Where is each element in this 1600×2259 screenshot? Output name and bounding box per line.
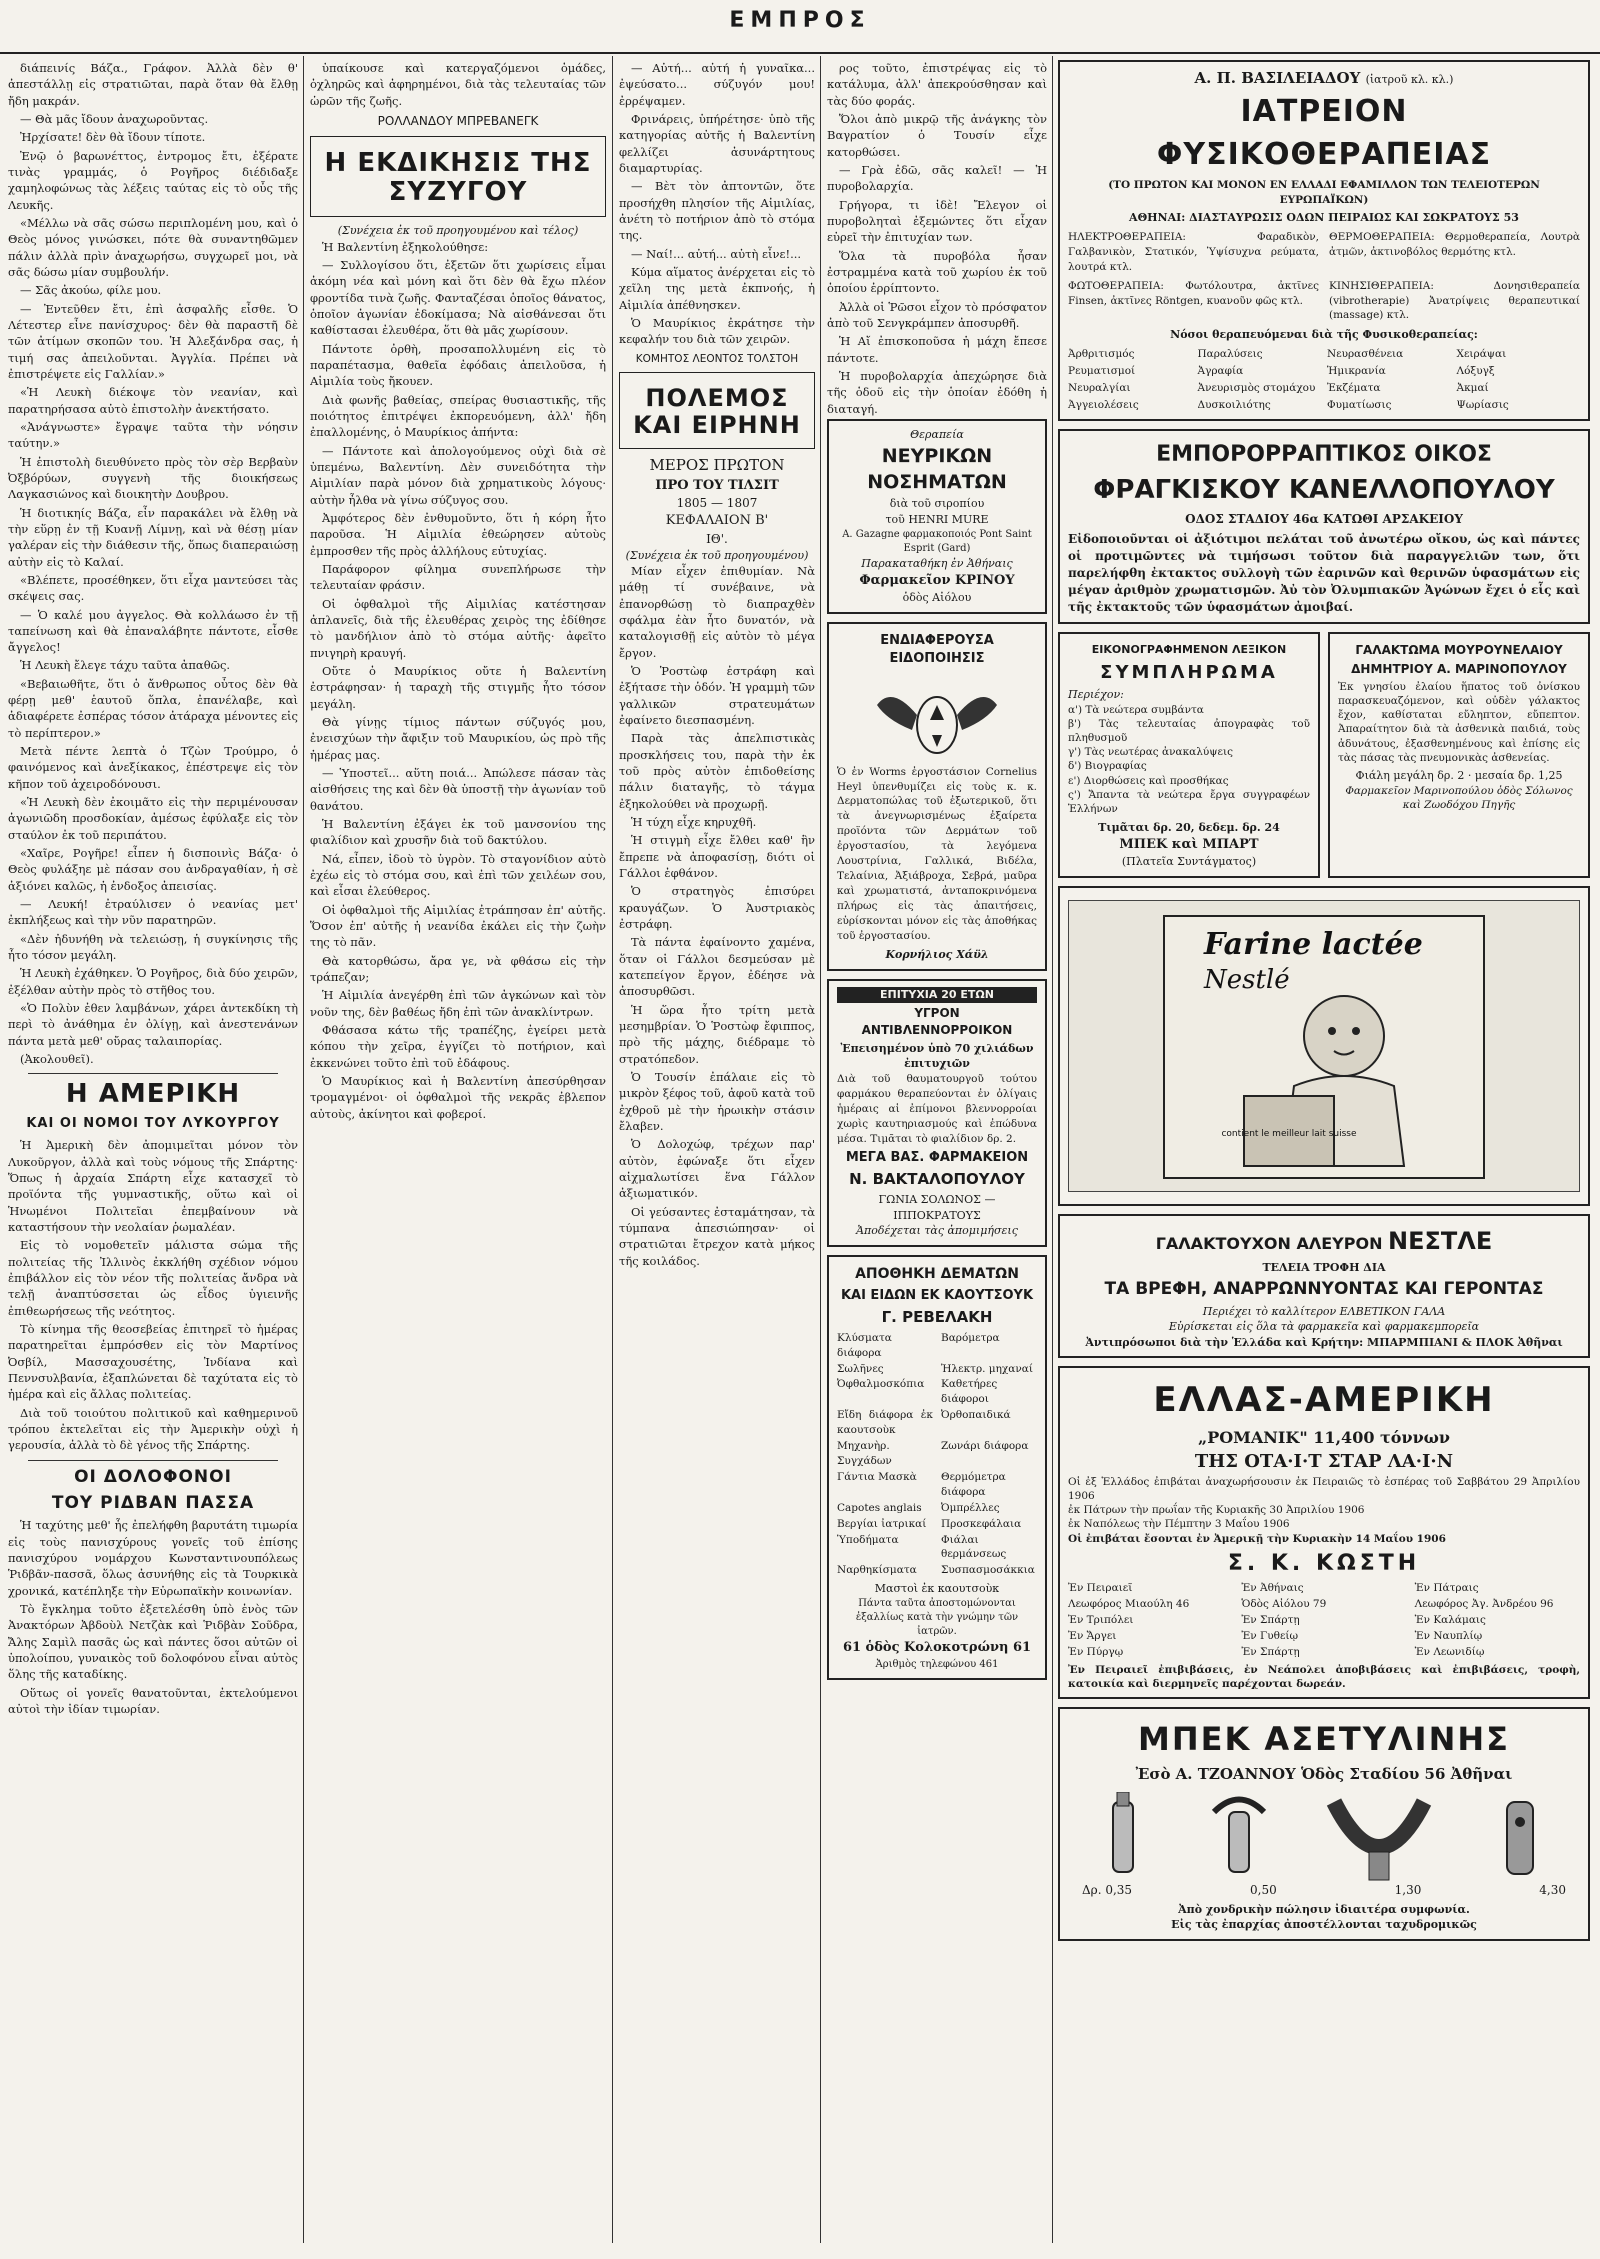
ad-lexicon — [1058, 632, 1320, 878]
agent-item: Ἐν Γυθείῳ — [1241, 1629, 1299, 1642]
contents-item: β') Τὰς τελευταίας ἀπογραφὰς τοῦ πληθυσμοῦ — [1068, 717, 1310, 745]
part-label: ΜΕΡΟΣ ΠΡΩΤΟΝ — [649, 456, 785, 475]
ad-subtitle: Ἐσὸ Α. ΤΖΟΑΝΝΟΥ Ὁδὸς Σταδίου 56 Ἀθῆναι — [1135, 1765, 1513, 1784]
ad-item: Ἠλεκτρ. μηχαναί — [941, 1362, 1033, 1375]
paragraph: Φθάσασα κάτω τῆς τραπέζης, ἐγείρει μετὰ κόπου τὴν χεῖρα, ἐγγίζει τὸ ποτήριον, καὶ ἐκκενώνει τοῦτο ἐπὶ τοῦ ἐδάφους. — [310, 1022, 606, 1070]
paragraph: Παρὰ τὰς ἀπελπιστικὰς προσκλήσεις του, παρὰ τὴν ἐκ τοῦ πρὸς αὐτὸν ἐπιδοθείσης πάλιν διαταγῆς, τὸ τάγμα ἐξηκολούθει νὰ προχωρῇ. — [619, 731, 815, 811]
ad-item: Ὑποδήματα — [837, 1533, 899, 1546]
disease-item: Λόξυγξ — [1456, 364, 1495, 377]
masthead — [0, 0, 1600, 54]
article-author: ΚΟΜΗΤΟΣ ΛΕΟΝΤΟΣ ΤΟΛΣΤΟΗ — [635, 352, 799, 365]
disease-list — [1068, 347, 1580, 413]
contents-item: ς') Ἄπαντα τὰ νεώτερα ἔργα συγγραφέων Ἑλλήνων — [1068, 788, 1310, 815]
ad-address: ΟΔΟΣ ΣΤΑΔΙΟΥ 46α ΚΑΤΩΘΙ ΑΡΣΑΚΕΙΟΥ — [1185, 511, 1463, 526]
burner-icon — [1485, 1792, 1555, 1882]
contents-item: α') Τὰ νεώτερα συμβάντα — [1068, 703, 1204, 716]
ad-item: Ζωνάρι διάφορα — [941, 1440, 1029, 1453]
article-subheadline: ΚΑΙ ΟΙ ΝΟΜΟΙ ΤΟΥ ΛΥΚΟΥΡΓΟΥ — [26, 1115, 280, 1131]
ad-publisher: ΜΠΕΚ καὶ ΜΠΑΡΤ — [1119, 836, 1259, 852]
tin-label: contient le meilleur lait suisse — [1221, 1128, 1357, 1139]
paragraph: Ὁ Δολοχώφ, τρέχων παρ' αὐτὸν, ἐφώναξε ὅτι εἶχεν αἰχμαλωτίσει ἕνα Γάλλον ἀξιωματικόν. — [619, 1137, 815, 1201]
divider — [28, 1460, 278, 1461]
paragraph: Ἡ ἐπιστολὴ διευθύνετο πρὸς τὸν σὲρ Βερβαὺν Ὀξβόρύων, συγγενὴ τῆς διοικήσεως Λαγκασιώνος καὶ διοικητὴν Δουβρου. — [8, 454, 298, 502]
ad-line: Οἱ ἐπιβάται ἔσονται ἐν Ἀμερικῇ τὴν Κυριακὴν 14 Μαΐου 1906 — [1068, 1532, 1446, 1545]
paragraph: Τὰ πάντα ἐφαίνοντο χαμένα, ὅταν οἱ Γάλλοι δεσμεύσαν μὲ κατεπείγον ἔργον, ἐδέησε νὰ ἀποσυρθῶσι. — [619, 935, 815, 999]
ad-tag: ΕΠΙΤΥΧΙΑ 20 ΕΤΩΝ — [837, 987, 1037, 1003]
nestle-brand-text-2: Nestlé — [1204, 964, 1290, 995]
column-rule — [303, 56, 304, 2243]
ad-availability: Εὑρίσκεται εἰς ὅλα τὰ φαρμακεῖα καὶ φαρμακεμπορεῖα — [1168, 1320, 1480, 1334]
ad-item: Καθετήρες διάφοροι — [941, 1378, 998, 1406]
ad-line: A. Gazagne φαρμακοποιός Pont Saint Esprit (Gard) — [842, 528, 1032, 554]
chapter-number: ΙΘ'. — [706, 531, 728, 546]
column-1 — [8, 60, 298, 2239]
disease-item: Ψωρίασις — [1456, 398, 1509, 411]
article-headline: ΟΙ ΔΟΛΟΦΟΝΟΙ — [74, 1466, 232, 1487]
paragraph: Ὁ στρατηγὸς ἐπισύρει κραυγάζων. Ὁ Ἀυστριακὸς ἐστράφη. — [619, 884, 815, 932]
paragraph: ὑπαίκουσε καὶ κατεργαζόμενοι ὁμάδες, ὀχληρῶς καὶ ἀφηρημένοι, διὰ τὰς τελευταίας τῶν ὡρῶν τῆς ζωῆς. — [310, 61, 606, 108]
agent-item: Ἐν Πάτραις — [1414, 1581, 1479, 1594]
ad-line: ἐκ Πάτρων τὴν πρωΐαν τῆς Κυριακῆς 30 Ἀπριλίου 1906 — [1068, 1504, 1365, 1517]
agent-item: Ἐν Πειραιεῖ — [1068, 1581, 1133, 1594]
therapy-item: ΚΙΝΗΣΙΘΕΡΑΠΕΙΑ: Δονησιθεραπεία (vibrotherapie) Ἀνατρίψεις θεραπευτικαί (massage) κτλ. — [1329, 279, 1580, 322]
paragraph: Ἠρχίσατε! δὲν θὰ ἴδουν τίποτε. — [20, 130, 206, 145]
paragraph: — Ὁ καλέ μου ἀγγελος. Θὰ κολλάωσο ἐν τῇ ταπείνωση καὶ θὰ ἐπαναλάβητε πάντοτε, εἶσθε ἄγγελος! — [8, 607, 298, 655]
burner-icon — [1093, 1792, 1153, 1882]
paragraph: Τὸ κίνημα τῆς θεοσεβείας ἐπιτηρεῖ τὸ ἡμέρας παρατηρεῖται ἐμπρόσθεν εἰς τὸν Μαρτίνος Ὀσβίλ, Μασσαχουσέτης, Ἰνδίανα καὶ Πεννσυλβανία, ἐξαπλώνεται δὲ ταχύτατα εἰς τὸ ἡμέρα καὶ εἰς ἄλλας πολιτείας. — [8, 1322, 298, 1402]
ad-title: ΙΑΤΡΕΙΟΝ ΦΥΣΙΚΟΘΕΡΑΠΕΙΑΣ — [1156, 94, 1492, 172]
ad-line: Παρακαταθήκη ἐν Ἀθήναις — [861, 557, 1013, 571]
paragraph: Οἱ ὀφθαλμοὶ τῆς Αἰμιλίας ἐτράπησαν ἐπ' αὐτῆς. Ὅσον ἐπ' αὐτῆς ἡ νεανίδα ἐκάλει εἰς τὴν ζωὴν της τὸ πᾶν. — [310, 902, 606, 950]
divider — [28, 1073, 278, 1074]
paragraph: Ὅλοι ἀπὸ μικρῷ τῆς ἀνάγκης τὸν Βαγρατίον ὁ Τουσίν εἶχε κατορθώσει. — [827, 111, 1047, 159]
paragraph: Μίαν εἶχεν ἐπιθυμίαν. Νὰ μάθῃ τί συνέβαινε, νὰ ἐπανορθώσῃ τὸ διαπραχθὲν σφάλμα ἐὰν ἦτο δυνατόν, νὰ καταλογισθῇ εἰς αὐτὸν τὸ μέγα ἔργον. — [619, 564, 815, 660]
paragraph: «Βεβαιωθῆτε, ὅτι ὁ ἄνθρωπος οὗτος δὲν θὰ φέρῃ μεθ' ἑαυτοῦ ὅπλα, ἐπανέλαβε, καὶ ἀδιαφέρετε ἐσπέρας τόσον ἀτάραχα μένοντες εἰς τὸ περίπτερον.» — [8, 676, 298, 740]
ad-store: Ν. ΒΑΚΤΑΛΟΠΟΥΛΟΥ — [849, 1169, 1025, 1188]
agent-item: Ἐν Ναυπλίῳ — [1414, 1629, 1483, 1642]
article-body — [310, 60, 606, 109]
ad-phone: Ἀριθμὸς τηλεφώνου 461 — [875, 1658, 999, 1670]
paragraph: Κύμα αἵματος ἀνέρχεται εἰς τὸ χεῖλη της μετὰ ἐκπνοής, ἡ Αἰμιλία ἀπέθνησκεν. — [619, 264, 815, 312]
ad-title: ΕΝΔΙΑΦΕΡΟΥΣΑ ΕΙΔΟΠΟΙΗΣΙΣ — [880, 632, 994, 667]
ad-item: Προσκεφάλαια — [941, 1517, 1022, 1530]
chapter-label: ΚΕΦΑΛΑΙΟΝ Β' — [665, 513, 769, 529]
ad-nestle-text — [1058, 1214, 1590, 1359]
therapy-item: ΦΩΤΟΘΕΡΑΠΕΙΑ: Φωτόλουτρα, ἀκτῖνες Finsen, ἀκτῖνες Röntgen, κυανοῦν φῶς κτλ. — [1068, 279, 1319, 307]
ad-item: Σωλῆνες — [837, 1362, 884, 1375]
paragraph: Ἡ Αἴ ἐπισκοποῦσα ἡ μάχη ἔπεσε πάντοτε. — [827, 334, 1047, 365]
price-label: 1,30 — [1394, 1882, 1422, 1897]
paragraph: Οἱ γεύσαντες ἐσταμάτησαν, τὰ τύμπανα ἀπεσιώπησαν· οἱ στρατιῶται ἔτρεχον κατὰ μήκος τῆς κοιλάδος. — [619, 1204, 815, 1268]
ad-subtitle: (ΤΟ ΠΡΩΤΟΝ ΚΑΙ ΜΟΝΟΝ ΕΝ ΕΛΛΑΔΙ ΕΦΑΜΙΛΛΟΝ ΤΩΝ ΤΕΛΕΙΟΤΕΡΩΝ ΕΥΡΩΠΑΪΚΩΝ) — [1108, 179, 1540, 207]
price-row — [1068, 1882, 1580, 1899]
article-body — [310, 239, 606, 1122]
paragraph: Ἡ Ἀμερικὴ δὲν ἀπομιμεῖται μόνον τὸν Λυκοῦργον, ἀλλὰ καὶ τοὺς νόμους τῆς Σπάρτης· Ὅπως ἡ ἀρχαία Σπάρτη εἶχε κατασχεῖ τὸ προϊόντα τῆς γυμναστικῆς, οὕτω καὶ οἱ Ἡνωμένοι Πολιτεῖαι ἐπεμβαίνουν νὰ καταστήσουν τὴν νεολαίαν ῥωμαλέαν. — [8, 1138, 298, 1235]
ad-item: Βεργίαι ἰατρικαί — [837, 1517, 927, 1530]
agent-item: Λεωφόρος Μιαούλη 46 — [1068, 1597, 1190, 1610]
ad-title: ΦΡΑΓΚΙΣΚΟΥ ΚΑΝΕΛΛΟΠΟΥΛΟΥ — [1093, 474, 1555, 505]
paragraph: — Γρὰ ἐδῶ, σᾶς καλεῖ! — Ἡ πυροβολαρχία. — [827, 162, 1047, 194]
ad-title: ΓΑΛΑΚΤΩΜΑ ΜΟΥΡΟΥΝΕΛΑΙΟΥ — [1355, 642, 1563, 657]
column-2 — [310, 60, 606, 2239]
burner-icon — [1324, 1792, 1434, 1882]
agent-item: Ἐν Λεωνιδίῳ — [1414, 1645, 1485, 1658]
paragraph: Ὁ Τουσίν ἐπάλαιε εἰς τὸ μικρὸν ξέφος τοῦ, ἀφοῦ κατὰ τοῦ ἐχθροῦ μὲ τὴν ἡρωικὴν στάσιν ἔλαβεν. — [619, 1069, 815, 1133]
ad-list-title: Νόσοι θεραπευόμεναι διὰ τῆς Φυσικοθεραπείας: — [1170, 328, 1478, 342]
paragraph: «Μέλλω νὰ σᾶς σώσω περιπλομένη μου, καὶ ὁ Θεὸς μόνος γινώσκει, πότε θὰ συναντηθῶμεν πάλιν ἀλλὰ πρὶν ἀναχωρήσω, συγχωρεῖ μοι, νὰ σᾶς δώσω μίαν συμβουλήν. — [8, 215, 298, 279]
paragraph: — Λευκή! ἐτραύλισεν ὁ νεανίας μετ' ἐκπλήξεως καὶ τὴν νῦν παρατηρῶν. — [8, 897, 298, 928]
nestle-baby-illustration — [1068, 900, 1580, 1192]
ad-price: Τιμᾶται δρ. 20, δεδεμ. δρ. 24 — [1098, 821, 1280, 835]
burner-illustrations — [1068, 1792, 1580, 1882]
disease-item: Ρευματισμοί — [1068, 364, 1136, 377]
ad-nervous-disease — [827, 419, 1047, 614]
ad-body: Ἐκ γνησίου ἐλαίου ἥπατος τοῦ ὀνίσκου παρασκευαζόμενον, καὶ οὐδὲν γάλακτος ἔχον, καθίσταται εὔληπτον, εὔπεπτον. Ἀπαραίτητον διὰ τὰ ἀσθενικὰ παιδιά, τοὺς ἀδυνάτους, ἐξασθενημένους καὶ ἐπίσης εἰς τὰς πάσας τὰς πνευμονικὰς ἀσθενείας. — [1338, 680, 1580, 764]
ship-line: ΤΗΣ ΟΤΑ·Ι·Τ ΣΤΑΡ ΛΑ·Ι·Ν — [1194, 1451, 1454, 1473]
nestle-brand-text: Farine lactée — [1204, 926, 1423, 962]
ad-shipping — [1058, 1366, 1590, 1699]
paragraph: «Βλέπετε, προσέθηκεν, ὅτι εἶχα μαντεύσει τὰς σκέψεις σας. — [8, 572, 298, 604]
ad-contents — [1068, 703, 1310, 816]
contents-item: δ') Βιογραφίας — [1068, 760, 1147, 773]
agent-list — [1068, 1581, 1580, 1660]
paragraph: — Αὐτή... αὐτή ἡ γυναῖκα... ἐψεύσατο... σύζυγόν μου! ἐρρέψαμεν. — [619, 61, 815, 108]
disease-item: Χειράψαι — [1456, 347, 1507, 360]
paragraph: Ἀμφότερος δὲν ἐνθυμοῦντο, ὅτι ἡ κόρη ἦτο παροῦσα. Ἡ Αἰμιλία ἐθεώρησεν αὐτοὺς ἐμπροσθεν τῆς πρὸς ἀλλήλους εὐτυχίας. — [310, 511, 606, 558]
article-body — [8, 1517, 298, 1717]
paragraph: — Σᾶς ἀκούω, φίλε μου. — [20, 283, 162, 298]
ad-codliver — [1328, 632, 1590, 878]
contents-item: γ') Τὰς νεωτέρας ἀνακαλύψεις — [1068, 746, 1233, 759]
masthead-title: ΕΜΠΡΟΣ — [729, 8, 871, 33]
paragraph: Γρήγορα, τι ἰδὲ! Ἔλεγον οἱ πυροβοληταὶ ἐξεμώντες ὅτι εἶχαν εὑρεῖ τὴν ἐπιτυχίαν των. — [827, 197, 1047, 245]
paragraph: Παράφορον φίλημα συνεπλήρωσε τὴν τελευταίαν φράσιν. — [310, 562, 606, 593]
paragraph: Ἡ Βαλεντίνη ἐξάγει ἐκ τοῦ μανσονίου της φιαλίδιον καὶ χρυσῆν διὰ τοῦ δακτύλου. — [310, 816, 606, 848]
ad-footer: Εἰς τὰς ἐπαρχίας ἀποστέλλονται ταχυδρομικῶς — [1171, 1918, 1477, 1932]
ad-line: διὰ τοῦ σιροπίου — [889, 497, 985, 511]
paragraph: — Θὰ μᾶς ἴδουν ἀναχωροῦντας. — [20, 111, 209, 126]
ad-acetylene — [1058, 1707, 1590, 1941]
paragraph: Φρινάρεις, ὑπήρέτησε· ὑπὸ τῆς κατηγορίας αὐτῆς ἡ Βαλεντίνη φελλίζει ἀσυνάρτητους διαμαρτυρίας. — [619, 111, 815, 175]
paragraph: Ἡ διοτικηίς Βάζα, εἶν παρακάλει νὰ ἔλθῃ νὰ τὴν εὕρῃ ἐν τῇ Κυανῇ Λίμνῃ, καὶ νὰ θέσῃ μίαν γαλέραν εἰς τὴν διάθεσιν τῆς, ὅπως διαπεραιώσῃ αὐτὴν εἰς τὸ Καλαί. — [8, 505, 298, 569]
ad-item-list — [837, 1331, 1037, 1579]
ad-nestle-image — [1058, 886, 1590, 1206]
column-rule — [820, 56, 821, 2243]
paragraph: Ὁ Ῥοστὼφ ἐστράφη καὶ ἐξήτασε τὴν ὁδόν. Ἡ γραμμὴ τῶν γαλλικῶν στρατευμάτων ἐφαίνετο διεσπασμένη. — [619, 664, 815, 728]
agent-item: Ἐν Σπάρτῃ — [1241, 1613, 1300, 1626]
ad-publisher-note: (Πλατεῖα Συντάγματος) — [1121, 855, 1257, 869]
paragraph: Ἐνῷ ὁ βαρωνέττος, ἐντρομος ἔτι, ἐξέρατε τινὰς γραμμάς, ὁ Ρογῆρος διέδιδαξε χαμηλοφώνως τὰς λέξεις ταύτας εἰς τὸ οὖς τῆς Λευκῆς. — [8, 148, 298, 212]
paragraph: Διὰ τοῦ τοιούτου πολιτικοῦ καὶ καθημερινοῦ τρόπου ἐκτελεῖται εἰς τὴν Ἀμερικὴν οὐχὶ ἡ γερουσία, ἀλλὰ τὸ δὲ γένος τῆς Σπάρτης. — [8, 1405, 298, 1453]
ad-line: Μαστοὶ ἐκ καουτσοὺκ — [874, 1582, 1000, 1596]
disease-item: Δυσκοιλιότης — [1197, 398, 1271, 411]
ad-item: Ὀμπρέλλες — [941, 1501, 1000, 1514]
agent-item: Ἐν Ἀθήναις — [1241, 1581, 1304, 1594]
agent-item: Ἐν Τριπόλει — [1068, 1613, 1134, 1626]
agent-item: Ὁδὸς Αἰόλου 79 — [1241, 1597, 1327, 1610]
article-body — [619, 60, 815, 348]
ad-subtitle: Ἐπεισημένον ὑπὸ 70 χιλιάδων ἐπιτυχιῶν — [840, 1041, 1034, 1071]
column-3 — [619, 60, 815, 2239]
price-label: 0,50 — [1250, 1882, 1277, 1897]
paragraph: — Συλλογίσου ὅτι, ἐξετῶν ὅτι χωρίσεις εἶμαι ἀκόμη νέα καὶ μόνη καὶ ὅτι δὲν θὰ ἔχω πλέον φροντίδα τινὰ ζωῆς. Φανταζέσαι ὁποῖος θάνατος, ὁποῖον ἀγωνίαν ἐδοκίμασα; Νὰ αἰσθάνεσαι ὅτι καθίστασαι ἐλευθέρα, ὅτι θὰ μᾶς χωρίσουν. — [310, 258, 606, 338]
article-author: ΡΟΛΛΑΝΔΟΥ ΜΠΡΕΒΑΝΕΓΚ — [377, 113, 539, 128]
disease-item: Ἀγραφία — [1197, 364, 1244, 377]
ad-subtitle: ΤΕΛΕΙΑ ΤΡΟΦΗ ΔΙΑ — [1262, 1260, 1386, 1274]
ad-address: ΑΘΗΝΑΙ: ΔΙΑΣΤΑΥΡΩΣΙΣ ΟΔΩΝ ΠΕΙΡΑΙΩΣ ΚΑΙ ΣΩΚΡΑΤΟΥΣ 53 — [1129, 211, 1519, 225]
disease-item: Φυματίωσις — [1327, 398, 1392, 411]
disease-item: Ἀρθριτισμός — [1068, 347, 1135, 360]
ad-contents-title: Περιέχον: — [1068, 688, 1124, 702]
ad-store: ΜΕΓΑ ΒΑΣ. ΦΑΡΜΑΚΕΙΟΝ — [845, 1149, 1029, 1165]
paragraph: — Ἐντεῦθεν ἔτι, ἐπὶ ἀσφαλῆς εἶσθε. Ὁ Λέτεστερ εἶνε πανίσχυρος· δὲν θὰ παραστῆ δὲ τῶν ἀτίμων σκοπῶν του. Ἡ Ἀλεξάνδρα σας, ἡ τιμή σας ἀπειλοῦνται. Ἀγγλία. Πρέπει νὰ ἐπιστρέψετε εἰς Γαλλίαν.» — [8, 301, 298, 381]
paragraph: Οὔτε ὁ Μαυρίκιος οὔτε ἡ Βαλεντίνη ἐστράφησαν· ἡ ταραχὴ τῆς στιγμῆς ἦτο τόσον μεγάλη. — [310, 664, 606, 711]
agent-item: Ἐν Πύργῳ — [1068, 1645, 1124, 1658]
paragraph: Οἱ ὀφθαλμοὶ τῆς Αἰμιλίας κατέστησαν ἀπλανεῖς, διὰ τῆς ἐλευθέρας χειρὸς της ἐδίθησε τὸ μανδήλιον ἀπὸ τὸ στόμα αὐτῆς· ἀφεῖτο πνιγηρὴ κραυγή. — [310, 596, 606, 660]
disease-item: Ἡμικρανία — [1327, 364, 1386, 377]
paragraph: Ἡ στιγμὴ εἶχε ἔλθει καθ' ἣν ἔπρεπε νὰ ἀποφασίσῃ, διότι οἱ Γάλλοι ἐφθάνον. — [619, 833, 815, 881]
ad-store: Φαρμακεῖον Μαρινοπούλου ὁδὸς Σόλωνος καὶ Ζωοδόχου Πηγῆς — [1345, 784, 1573, 811]
ad-item: Συσπασμοσάκκια — [941, 1564, 1035, 1577]
article-body — [8, 60, 298, 1067]
article-headline: ΠΟΛΕΜΟΣ ΚΑΙ ΕΙΡΗΝΗ — [633, 384, 801, 439]
ad-agent: Ἀντιπρόσωποι διὰ τὴν Ἑλλάδα καὶ Κρήτην: ΜΠΑΡΜΠΙΑΝΙ & ΠΛΟΚ Ἀθῆναι — [1085, 1335, 1563, 1349]
ad-item: Μηχανὴρ. Συγχάδων — [837, 1440, 892, 1467]
baby-illustration-icon — [1144, 906, 1504, 1186]
paragraph: Τὸ ἔγκλημα τοῦτο ἐξετελέσθη ὑπὸ ἑνὸς τῶν Ἀνακτόρων Ἀβδοὺλ Νετζὰκ καὶ Ῥιδβὰν Σοῦδρα, Ἄλης Σαμὶλ πασᾶς ὡς καὶ πάντες ὅσοι αὐτῶν οἱ ὑπολοίπου, γυναικὸς τοῦ δολοφόνου εἶναι αὐτὸς ὅλης τῆς καταδίκης. — [8, 1602, 298, 1682]
ad-title: ΚΑΙ ΕΙΔΩΝ ΕΚ ΚΑΟΥΤΣΟΥΚ — [840, 1287, 1034, 1303]
ad-item: Γάντια Μασκὰ — [837, 1470, 917, 1483]
ad-body: Εἰδοποιοῦνται οἱ ἀξιότιμοι πελάται τοῦ ἀνωτέρω οἴκου, ὡς καὶ πάντες οἱ προτιμῶντες νὰ τιμήσωσι τοῦτον διὰ παραγγελιῶν των, ὅτι παρελήφθη ἐκτακτος συλλογὴ τῶν ἐαρινῶν καὶ θερινῶν ὑφασμάτων εἰς μέγαν ἀριθμὸν χρωματισμῶν. Ἀὐ τὸν Ὀλυμπιακῶν Ἀγώνων ἔχει ὁ εἷς καὶ τῆς ἐκτακτοῦς τῶν ὑφασμάτων ἀμοιβαί. — [1068, 531, 1580, 614]
ad-title: ΣΥΜΠΛΗΡΩΜΑ — [1100, 661, 1278, 683]
ad-footer: Ἐν Πειραιεῖ ἐπιβιβάσεις, ἐν Νεάπολει ἀποβιβάσεις καὶ ἐπιβιβάσεις, τροφὴ, κατοικία καὶ διερμηνεῖς παρέχονται δωρεάν. — [1068, 1663, 1580, 1690]
contents-item: ε') Διορθώσεις καὶ προσθήκας — [1068, 774, 1229, 787]
agent-item: Ἐν Καλάμαις — [1414, 1613, 1486, 1626]
article-headline: Η ΑΜΕΡΙΚΗ — [65, 1079, 241, 1110]
ad-signature: Κορνήλιος Χάϋλ — [885, 948, 989, 962]
ad-title: ΥΓΡΟΝ ΑΝΤΙΒΛΕΝΝΟΡΡΟΙΚΟΝ — [861, 1005, 1013, 1037]
ad-rubber-goods — [827, 1255, 1047, 1680]
disease-item: Ἐκζέματα — [1327, 381, 1381, 394]
ad-title: ΑΠΟΘΗΚΗ ΔΕΜΑΤΩΝ — [855, 1266, 1019, 1283]
dragon-emblem-icon — [837, 675, 1037, 765]
article-note: (Συνέχεια ἐκ τοῦ προηγουμένου καὶ τέλος) — [337, 224, 579, 238]
paragraph: Ἡ τύχη εἶχε κηρυχθῆ. — [631, 815, 757, 830]
paragraph: Ὁ Μαυρίκιος καὶ ἡ Βαλεντίνη ἀπεσύρθησαν τρομαγμένοι· οἱ ὀφθαλμοὶ τῆς νεκρᾶς ἐβλεπον αὐτοὺς, ἀκίνητοι καὶ φοβεροί. — [310, 1073, 606, 1121]
ad-item: Εἴδη διάφορα ἐκ καουτσοὺκ — [837, 1409, 933, 1437]
ad-title: ΕΛΛΑΣ-ΑΜΕΡΙΚΗ — [1153, 1380, 1495, 1421]
paragraph: Ἡ πυροβολαρχία ἀπεχώρησε διὰ τῆς ὁδοῦ εἰς τὴν ὁποίαν ἐδόθη ἡ διαταγή. — [827, 368, 1047, 416]
paragraph: «Χαῖρε, Ρογῆρε! εἶπεν ἡ δισποινὶς Βάζα· ὁ Θεὸς φυλάξηε μὲ πάσαν σου ἀνδραγαθίαν, ἡ σὲ ἀξιόνει καλῶς, ἡ ἐνδοξος ἀπεισίας. — [8, 846, 298, 893]
ad-subtitle: ΤΑ ΒΡΕΦΗ, ΑΝΑΡΡΩΝΝΥΟΝΤΑΣ ΚΑΙ ΓΕΡΟΝΤΑΣ — [1104, 1279, 1544, 1300]
ad-brand: ΝΕΣΤΛΕ — [1388, 1226, 1493, 1255]
ad-item: Φιάλαι θερμάνσεως — [941, 1533, 1007, 1561]
years: 1805 — 1807 — [676, 496, 758, 511]
ad-body: Ὁ ἐν Worms ἐργοστάσιον Cornelius Heyl ὑπενθυμίζει εἰς τοὺς κ. κ. Δερματοπώλας τοῦ ἐξωτερικοῦ, ὅτι τὰ ἀνεγνωρισμένως ἐξαίρετα προϊόντα τῶν Δερμάτων τοῦ ἐργοστασίου, τὰ λεγόμενα Λουστρίνια, Γαλλικά, Βιδέλα, Τελαίνια, Ἀξιάβροχα, Σεβρά, μαῦρα καὶ χρωματιστά, ἀνταποκρινόμενα πλήρως εἰς τὰς ἀπαιτήσεις, εὑρίσκονται μόνον εἰς τὰς ἀποθήκας τοῦ ἐργοστασίου. — [837, 765, 1037, 942]
ad-item: Ναρθηκίσματα — [837, 1564, 917, 1577]
article-headline: Η ΕΚΔΙΚΗΣΙΣ ΤΗΣ ΣΥΖΥΓΟΥ — [324, 148, 592, 207]
agent-item: Ἐν Ἄργει — [1068, 1629, 1117, 1642]
paragraph: ρος τοῦτο, ἐπιστρέψας εἰς τὸ κατάλυμα, ἀλλ' ἀπεκρούσθησαν καὶ τὰς δύο φοράς. — [827, 61, 1047, 108]
ad-item: Ὀφθαλμοσκόπια — [837, 1378, 925, 1391]
price-label: 4,30 — [1539, 1882, 1566, 1897]
subtitle: ΠΡΟ ΤΟΥ ΤΙΛΣΙΤ — [655, 477, 779, 493]
column-4 — [827, 60, 1047, 2239]
ad-title: ΜΠΕΚ ΑΣΕΤΥΛΙΝΗΣ — [1138, 1719, 1510, 1758]
ship-name: „ΡΟΜΑΝΙΚ" 11,400 τόννων — [1198, 1427, 1450, 1447]
paragraph: — Ὑποστεῖ... αὕτη ποιά... Ἀπώλεσε πάσαν τὰς αἰσθήσεις της καὶ δὲν θὰ ὑποστῇ τὴν ἀγωνίαν τοῦ θανάτου. — [310, 765, 606, 813]
paragraph: Θὰ κατορθώσω, ἄρα γε, νὰ φθάσω εἰς τὴν τράπεζαν; — [310, 953, 606, 984]
price-label: Δρ. 0,35 — [1082, 1882, 1133, 1897]
paragraph: — Ναί!... αὐτή... αὐτὴ εἶνε!... — [631, 246, 802, 261]
paragraph: Νά, εἶπεν, ἰδοὺ τὸ ὑγρὸν. Τὸ σταγονίδιον αὐτὸ ἐχέω εἰς τὸ στόμα σου, καὶ ἐπὶ τῶν χειλέων σου, καὶ εἶσαι ἐλεύθερος. — [310, 851, 606, 899]
paragraph: Θὰ γίνῃς τίμιος πάντων σύζυγός μου, ἐνεισχύων τὴν ἄφιξιν τοῦ Μαυρικίου, ὡς πρὸ τῆς ἡμέρας μας. — [310, 715, 606, 762]
ad-line: Οἱ ἐξ Ἑλλάδος ἐπιβάται ἀναχωρήσουσιν ἐκ Πειραιῶς τὸ ἑσπέρας τοῦ Σαββάτου 29 Ἀπριλίου 1906 — [1068, 1475, 1580, 1503]
ad-subtitle: Περιέχει τὸ καλλίτερον ΕΛΒΕΤΙΚΟΝ ΓΑΛΑ — [1202, 1304, 1446, 1318]
paragraph: Πάντοτε ὀρθὴ, προσαπολλυμένη εἰς τὸ παραπέτασμα, θαθεῖα ἐφόδαις ἀπειλοῦσα, ἡ Αἰμιλία τοὺς ἤκουεν. — [310, 341, 606, 389]
therapy-item: ΘΕΡΜΟΘΕΡΑΠΕΙΑ: Θερμοθεραπεία, Λουτρὰ ἀτμῶν, ἀκτινοβόλος θερμότης κτλ. — [1329, 230, 1580, 258]
ad-item: Κλύσματα διάφορα — [837, 1331, 892, 1359]
paragraph: «Δὲν ἠδυνήθη νὰ τελειώσῃ, ἡ συγκίνησις τῆς ἦτο τόσον μεγάλη. — [8, 931, 298, 963]
paragraph: «Ὁ Πολὺν ἐθεν λαμβάνων, χάρει ἀντεκδίκη τὴ περὶ τὸ ἀνάθημα ἐν ὀλίγῃ, καὶ ἀνεστενάνων πάντα μετὰ μεθ' οὔρας ταλαιπορίας. — [8, 1001, 298, 1048]
ad-title: ΝΟΣΗΜΑΤΩΝ — [867, 471, 1007, 494]
paragraph: — Βὲτ τὸν ἀπτοντῶν, ὅτε προσήχθη πλησίον τῆς Αἰμιλίας, ἀνέτη τὸ ποτήριον ἀπὸ τὸ στόμα της. — [619, 179, 815, 243]
ad-item: Θερμόμετρα διάφορα — [941, 1470, 1006, 1498]
ad-title: ΔΗΜΗΤΡΙΟΥ Α. ΜΑΡΙΝΟΠΟΥΛΟΥ — [1351, 661, 1567, 676]
paragraph: «Ἀνάγνωστε» ἔγραψε ταῦτα τὴν νόησιν ταύτην.» — [8, 419, 298, 451]
paragraph: Εἰς τὸ νομοθετεῖν μάλιστα σώμα τῆς πολιτείας τῆς Ἰλλινὸς ἐκκλήθη σχέδιον νόμου ἐπιβάλλον εἰς τὸν νέον τῆς πολιτείας ἄνδρα νὰ τελῇ ἀναπτύσσεται ὡς εἶδος ὑγιεινῆς ἐπιθεωρήσεως τῆς νεότητος. — [8, 1238, 298, 1318]
disease-item: Ἀγγειολέσεις — [1068, 398, 1139, 411]
dragon-emblem-icon — [862, 675, 1012, 765]
disease-item: Ἀκμαί — [1456, 381, 1489, 394]
ad-line: ἐκ Ναπόλεως τὴν Πέμπτην 3 Μαΐου 1906 — [1068, 1518, 1290, 1531]
agent-item: Ἐν Σπάρτῃ — [1241, 1645, 1300, 1658]
burner-icon — [1204, 1792, 1274, 1882]
ad-item: Capotes anglais — [837, 1501, 922, 1514]
column-rule — [612, 56, 613, 2243]
ad-antiblennorrhoic — [827, 979, 1047, 1247]
ad-item: Ὀρθοπαιδικά — [941, 1409, 1011, 1422]
article-body — [619, 563, 815, 1269]
paragraph: Ἡ Λευκὴ ἐχάθηκεν. Ὁ Ρογῆρος, διὰ δύο χειρῶν, ἐξέλθαν αὐτὴν πρὸς τὸ στῆθος του. — [8, 966, 298, 997]
paragraph: «Ἡ Λευκὴ δὲν ἐκοιμᾶτο εἰς τὴν περιμένουσαν ἀγωνιῶδη προσδοκίαν, ἀμέσως ἐφύλαξε εἰς τὸν σταύλον ἐκ τοῦ περιπάτου. — [8, 795, 298, 842]
ad-line: Φαρμακεῖον ΚΡΙΝΟΥ — [859, 572, 1015, 588]
ad-line: Θεραπεία — [910, 427, 964, 441]
article-body — [8, 1137, 298, 1453]
paragraph: — Πάντοτε καὶ ἀπολογούμενος οὐχὶ διὰ σὲ ὑπεμένω, Βαλεντίνη. Δὲν συνειδότητα τὴν Αἰμιλίαν παρὰ μόνον διὰ χρηματικοὺς λόγους· αὐτὴν ἦλθα νὰ γίνω σύζυγος σου. — [310, 443, 606, 507]
ad-line: Πάντα ταῦτα ἀποστομώνονται ἐξαλλίως κατὰ τὴν γνώμην τῶν ἰατρῶν. — [855, 1597, 1019, 1638]
ad-store: ΓΩΝΙΑ ΣΟΛΩΝΟΣ — ΙΠΠΟΚΡΑΤΟΥΣ — [878, 1193, 996, 1222]
article-body — [827, 60, 1047, 417]
column-rule — [1052, 56, 1053, 2243]
ad-title: ΝΕΥΡΙΚΩΝ — [881, 444, 993, 467]
ad-owner: Α. Π. ΒΑΣΙΛΕΙΑΔΟΥ — [1194, 69, 1361, 87]
disease-item: Ἀνευρισμὸς στομάχου — [1197, 381, 1316, 394]
paragraph: Ἡ ταχύτης μεθ' ἧς ἐπελήφθη βαρυτάτη τιμωρία εἰς τοὺς πανισχύρους γονεῖς τοῦ ἐπίσης πανισχύρου νομάρχου Κωνσταντινουπόλεως Ῥιδβᾶν-πασσᾶ, ὅλως ἀσυνήθης εἰς τὰ Τουρκικὰ χρονικά, κατέπληξε τὴν Εὐρωπαϊκὴν κοινωνίαν. — [8, 1518, 298, 1598]
paragraph: «Ἡ Λευκὴ διέκοψε τὸν νεανίαν, καὶ παρατηρήσασα αὐτὸ ἐπιστολὴν ἀνεκτήσατο. — [8, 385, 298, 416]
ad-sizes: Φιάλη μεγάλη δρ. 2 · μεσαία δρ. 1,25 — [1355, 769, 1563, 782]
ad-body: Διὰ τοῦ θαυματουργοῦ τούτου φαρμάκου θεραπεύονται ἐν ὀλίγαις ἡμέραις αἱ ἐπίμονοι βλεννορροίαι χωρὶς καυτηριασμούς καὶ ἐπώδυνα μέσα. Τιμᾶται τὸ φιαλίδιον δρ. 2. — [837, 1072, 1037, 1145]
paragraph: Ὁ Μαυρίκιος ἐκράτησε τὴν κεφαλήν του διὰ τῶν χειρῶν. — [619, 315, 815, 347]
paragraph: Ὅλα τὰ πυροβόλα ἦσαν ἐστραμμένα κατὰ τοῦ χωρίου ἐκ τοῦ ὁποίου ἐρρίπτοντο. — [827, 248, 1047, 296]
paragraph: (Ἀκολουθεῖ). — [20, 1052, 94, 1067]
ad-notice — [827, 622, 1047, 971]
paragraph: Ἀλλὰ οἱ Ῥῶσοι εἶχον τὸ πρόσφατον ἀπὸ τοῦ Σενγκράμπεν ἀποσυρθῆ. — [827, 299, 1047, 330]
paragraph: Μετὰ πέντε λεπτὰ ὁ Τζὼν Τρούμρο, ὁ φαινόμενος καὶ ἀνεξίκακος, ἐπέστρεψε εἰς τὸν κῆπον τοῦ ἀχειροδόνουσι. — [8, 744, 298, 791]
ad-line: ὁδὸς Αἰόλου — [902, 591, 972, 605]
ad-item: Βαρόμετρα — [941, 1331, 1000, 1344]
agent-item: Λεωφόρος Ἀγ. Ἀνδρέου 96 — [1414, 1597, 1554, 1610]
ad-footer: Ἀπὸ χονδρικὴν πώλησιν ἰδιαιτέρα συμφωνία. — [1178, 1902, 1470, 1916]
ad-owner: Γ. ΡΕΒΕΛΑΚΗ — [881, 1308, 993, 1327]
paragraph: Ἡ ὥρα ἦτο τρίτη μετὰ μεσημβρίαν. Ὁ Ῥοστὼφ ἔφιππος, πρὸ τῆς μάχης, διέδραμε τὸ στρατόπεδον. — [619, 1002, 815, 1066]
column-5 — [1058, 60, 1590, 2239]
article-subheadline: ΤΟΥ ΡΙΔΒΑΝ ΠΑΣΣΑ — [51, 1493, 255, 1514]
disease-item: Νευρασθένεια — [1327, 347, 1404, 360]
paragraph: διάπεινίς Βάζα., Γράφον. Ἀλλὰ δὲν θ' ἀπεστάλλῃ εἰς στρατιῶται, παρὰ ὅταν θὰ ἔλθῃ ἤδη μακράν. — [8, 61, 298, 108]
paragraph: Οὕτως οἱ γονεῖς θανατοῦνται, ἐκτελούμενοι αὐτοὶ τὴν ἰδίαν τιμωρίαν. — [8, 1685, 298, 1717]
paragraph: Ἡ Αἰμιλία ἀνεγέρθη ἐπὶ τῶν ἀγκώνων καὶ τὸν νοῦν της, δὲν βαθέως ἤδη ἐπὶ τῶν ἀνακλίντρων. — [310, 988, 606, 1019]
disease-item: Παραλύσεις — [1197, 347, 1263, 360]
ad-tailor — [1058, 429, 1590, 624]
ad-store: Ἀποδέχεται τὰς ἀπομιμήσεις — [856, 1224, 1018, 1238]
paragraph: Διὰ φωνῆς βαθείας, σπείρας θυσιαστικῆς, τῆς ποιότητος ἐπιτρέψει ἐκπορευόμενη, ἀλλ' ἤδη ἐπαλλομένης, ὁ Μαυρίκιος ἀπήντα: — [310, 392, 606, 440]
ad-agent-title: Σ. Κ. ΚΩΣΤΗ — [1227, 1550, 1421, 1576]
therapy-item: ΗΛΕΚΤΡΟΘΕΡΑΠΕΙΑ: Φαραδικὸν, Γαλβανικὸν, Στατικόν, Ὑψίσυχνα ρεύματα, λουτρά κτλ. — [1068, 230, 1319, 273]
ad-title: ΓΑΛΑΚΤΟΥΧΟΝ ΑΛΕΥΡΟΝ — [1155, 1233, 1383, 1253]
ad-address: 61 ὁδὸς Κολοκοτρώνη 61 — [842, 1640, 1032, 1656]
ad-title: ΕΜΠΟΡΟΡΡΑΠΤΙΚΟΣ ΟΙΚΟΣ — [1156, 441, 1492, 467]
ad-title: ΕΙΚΟΝΟΓΡΑΦΗΜΕΝΟΝ ΛΕΞΙΚΟΝ — [1091, 642, 1287, 656]
article-note: (Συνέχεια ἐκ τοῦ προηγουμένου) — [625, 548, 809, 562]
disease-item: Νευραλγίαι — [1068, 381, 1131, 394]
ad-line: τοῦ HENRI MURE — [885, 513, 989, 527]
therapy-list — [1068, 230, 1580, 323]
paragraph: Ἡ Λευκὴ ἔλεγε τάχυ ταῦτα ἀπαθῶς. — [20, 658, 231, 673]
paragraph: Ἡ Βαλεντίνη ἐξηκολούθησε: — [322, 239, 489, 254]
ad-physiotherapy — [1058, 60, 1590, 421]
ad-owner-note: (ἰατροῦ κλ. κλ.) — [1365, 73, 1454, 86]
